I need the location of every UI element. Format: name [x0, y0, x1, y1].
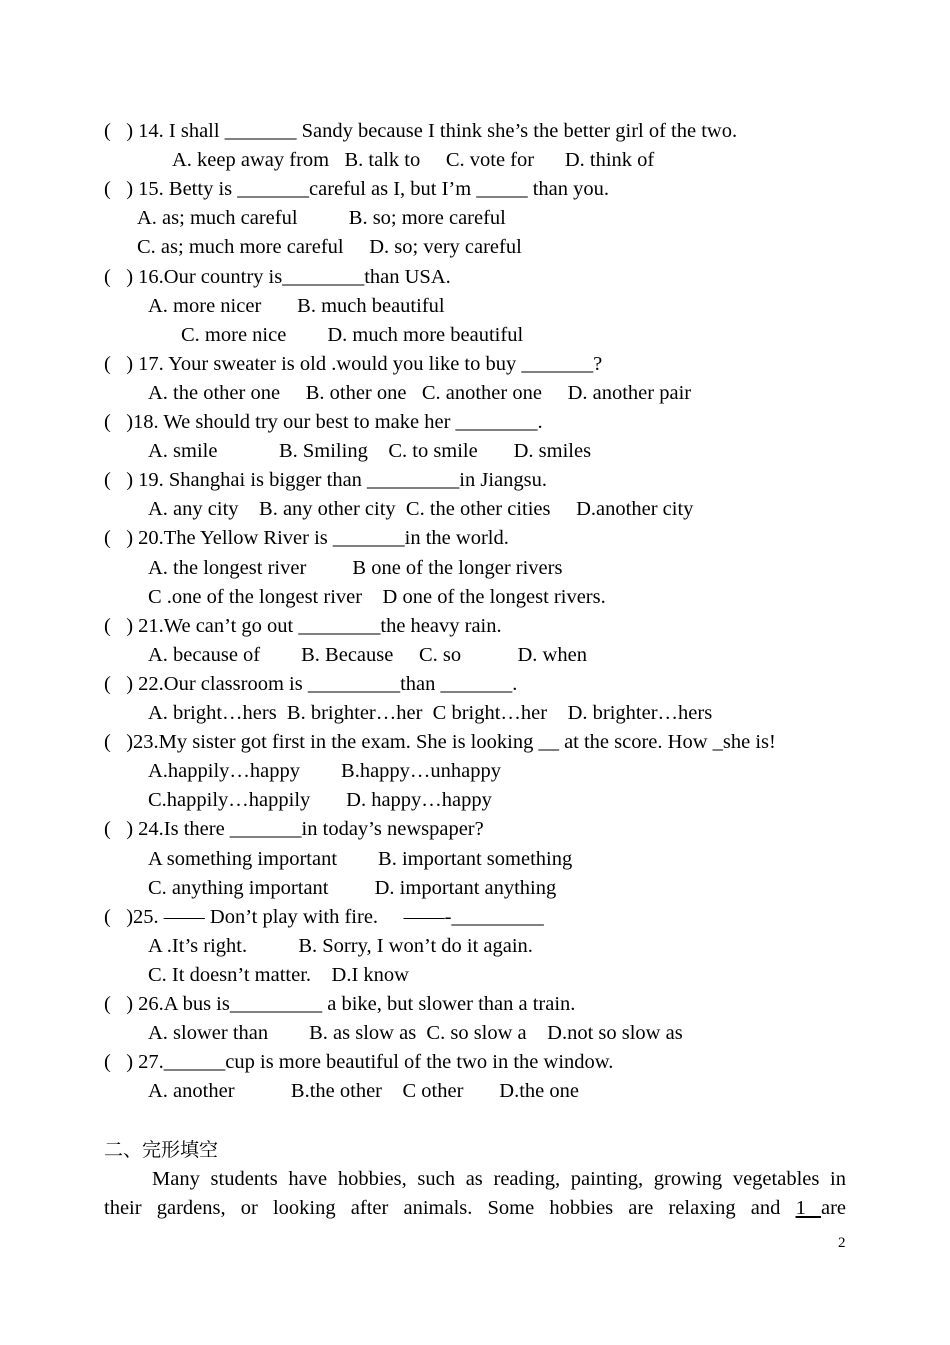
page-number: 2 [838, 1235, 846, 1251]
question-19-options: A. any city B. any other city C. the other cities D.another city [148, 498, 694, 521]
question-22-options: A. bright…hers B. brighter…her C bright…her D. brighter…hers [148, 702, 713, 724]
paragraph-line-2 [104, 1194, 846, 1223]
question-24-options: A something important B. important something [148, 847, 573, 870]
question-25-options: A .It’s right. B. Sorry, I won’t do it again. [148, 934, 533, 957]
question-24: ( ) 24.Is there _______in today’s newspaper? [104, 818, 484, 841]
question-26: ( ) 26.A bus is_________ a bike, but slower than a train. [104, 993, 576, 1015]
question-22: ( ) 22.Our classroom is _________than _______. [104, 672, 518, 695]
question-24-options: C. anything important D. important anything [148, 876, 557, 899]
question-26-options: A. slower than B. as slow as C. so slow a D.not so slow as [148, 1022, 683, 1045]
question-20-options: A. the longest river B one of the longer rivers [148, 556, 563, 579]
paragraph-line-2-end: are [820, 1197, 846, 1219]
question-20-options: C .one of the longest river D one of the longest rivers. [148, 585, 606, 608]
question-27: ( ) 27.______cup is more beautiful of the two in the window. [104, 1051, 614, 1074]
question-23-options: C.happily…happily D. happy…happy [148, 789, 492, 812]
question-19: ( ) 19. Shanghai is bigger than _________in Jiangsu. [104, 469, 547, 492]
paragraph-line-1: Many students have hobbies, such as reading, painting, growing vegetables in [152, 1168, 846, 1190]
question-14: ( ) 14. I shall _______ Sandy because I think she’s the better girl of the two. [104, 120, 738, 142]
cloze-paragraph [104, 1165, 846, 1223]
question-14-options: A. keep away from B. talk to C. vote for D. think of [172, 149, 655, 172]
question-15: ( ) 15. Betty is _______careful as I, but I’m _____ than you. [104, 178, 610, 201]
question-25: ( )25. —— Don’t play with fire. ——-_________ [104, 905, 544, 928]
question-16-options: A. more nicer B. much beautiful [148, 294, 445, 317]
question-20: ( ) 20.The Yellow River is _______in the world. [104, 527, 509, 550]
question-21-options: A. because of B. Because C. so D. when [148, 643, 587, 666]
question-17-options: A. the other one B. other one C. another one D. another pair [148, 381, 692, 404]
question-25-options: C. It doesn’t matter. D.I know [148, 963, 409, 986]
section-heading: 二、完形填空 [104, 1139, 219, 1161]
blank-1: 1 [795, 1197, 821, 1219]
question-18: ( )18. We should try our best to make her ________. [104, 411, 543, 433]
question-15-options: C. as; much more careful D. so; very careful [137, 236, 522, 259]
question-27-options: A. another B.the other C other D.the one [148, 1080, 579, 1103]
question-15-options: A. as; much careful B. so; more careful [137, 207, 506, 230]
question-18-options: A. smile B. Smiling C. to smile D. smiles [148, 440, 592, 463]
paragraph-line-2-text: their gardens, or looking after animals. Some hobbies are relaxing and [104, 1197, 781, 1219]
question-16-options: C. more nice D. much more beautiful [181, 323, 524, 346]
question-17: ( ) 17. Your sweater is old .would you like to buy _______? [104, 352, 603, 375]
question-23-options: A.happily…happy B.happy…unhappy [148, 760, 502, 783]
question-21: ( ) 21.We can’t go out ________the heavy rain. [104, 614, 502, 637]
question-23: ( )23.My sister got first in the exam. She is looking __ at the score. How _she is! [104, 731, 776, 754]
question-16: ( ) 16.Our country is________than USA. [104, 265, 451, 288]
